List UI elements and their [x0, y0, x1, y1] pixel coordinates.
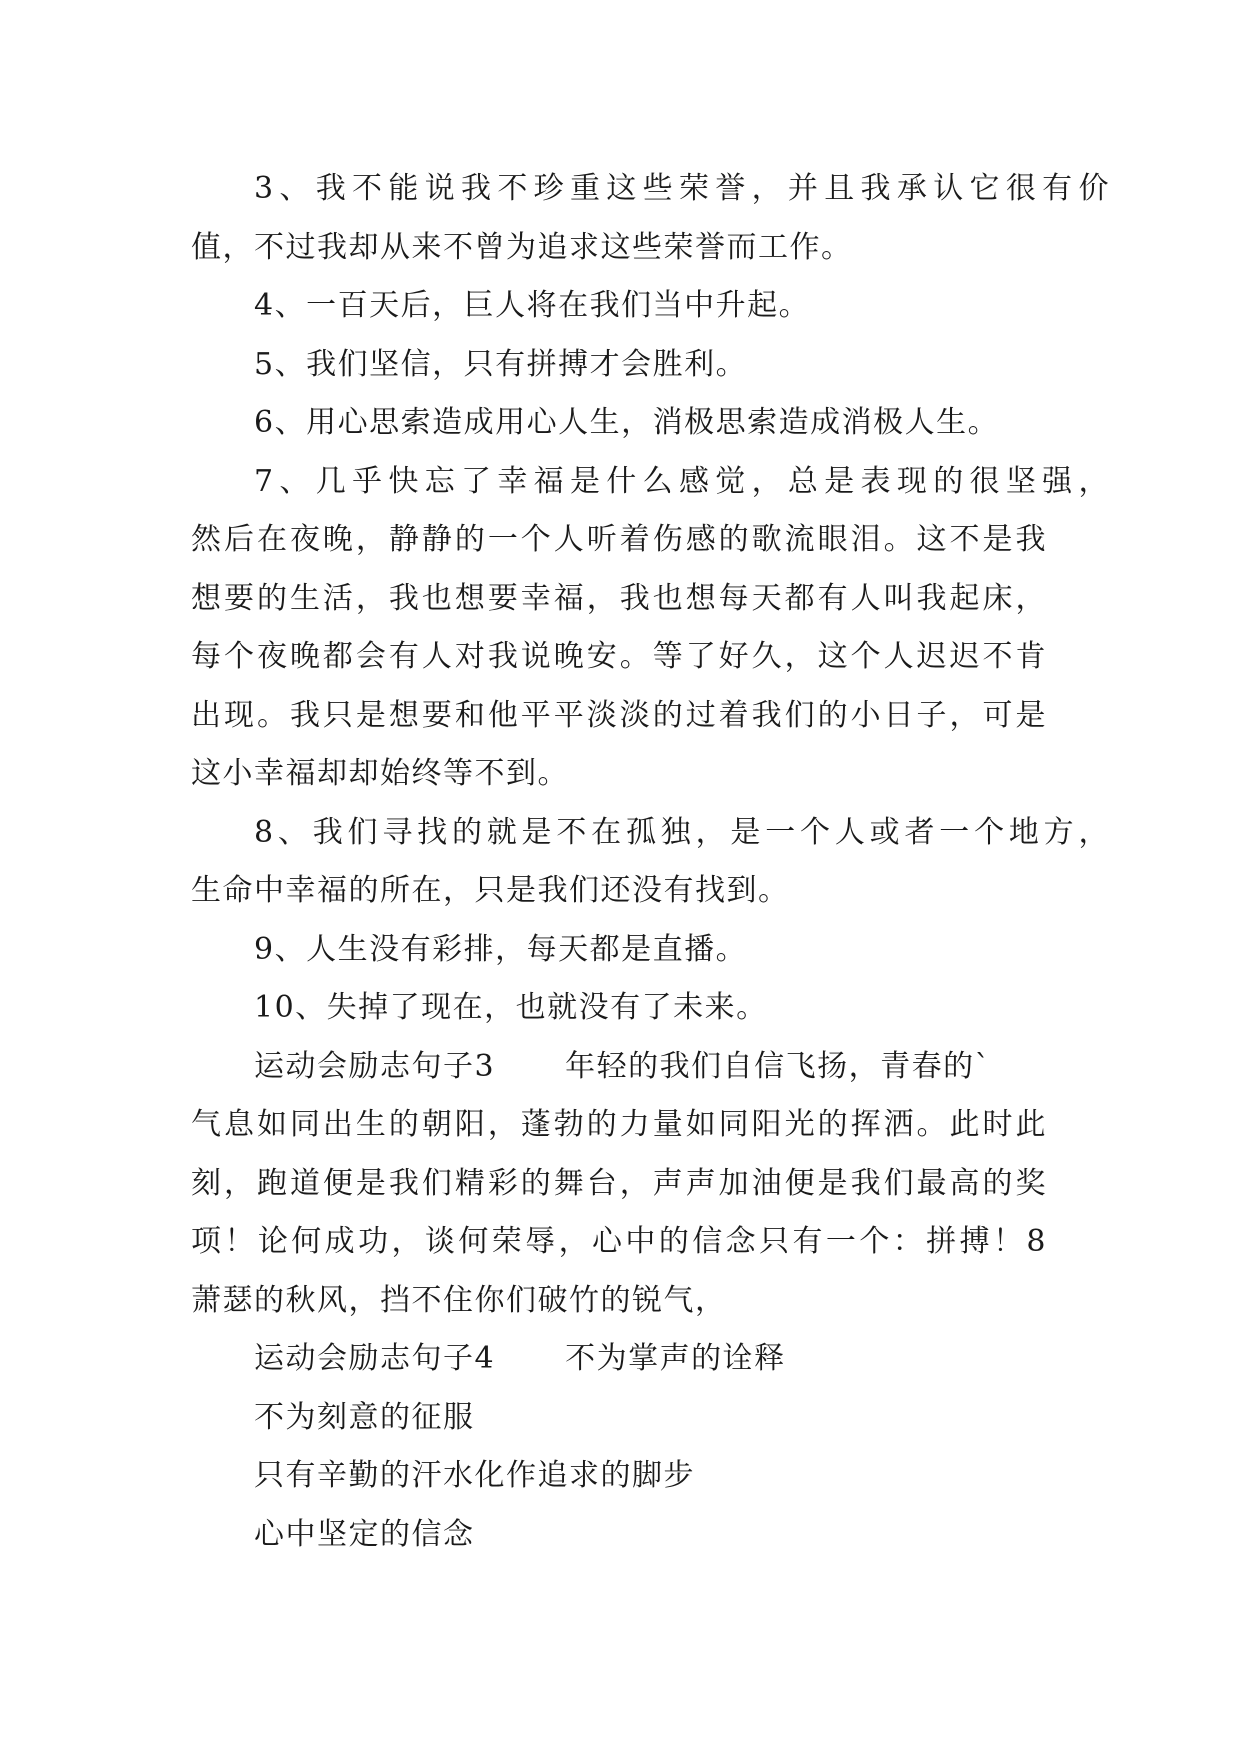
paragraph-line: 8、我们寻找的就是不在孤独，是一个人或者一个地方，	[254, 814, 1110, 850]
document-body	[191, 160, 1110, 1564]
paragraph-line: 6、用心思索造成用心人生，消极思索造成消极人生。	[254, 405, 1000, 440]
section-heading-line	[191, 1330, 1047, 1389]
poem-line: 只有辛勤的汗水化作追求的脚步	[254, 1458, 695, 1493]
paragraph-line: 10、失掉了现在，也就没有了未来。	[254, 990, 768, 1025]
section-text: 不为掌声的诠释	[565, 1341, 786, 1376]
paragraph-line: 3、我不能说我不珍重这些荣誉，并且我承认它很有价	[254, 171, 1110, 206]
paragraph-line: 项！论何成功，谈何荣辱，心中的信念只有一个：拼搏！8	[191, 1224, 1047, 1259]
paragraph-line: 想要的生活，我也想要幸福，我也想每天都有人叫我起床，	[191, 580, 1047, 616]
section-heading: 运动会励志句子4	[254, 1341, 496, 1376]
paragraph-line: 萧瑟的秋风，挡不住你们破竹的锐气，	[191, 1282, 727, 1318]
poem-line: 心中坚定的信念	[254, 1516, 475, 1552]
paragraph-line: 9、人生没有彩排，每天都是直播。	[254, 931, 748, 967]
paragraph-line: 5、我们坚信，只有拼搏才会胜利。	[254, 346, 748, 382]
section-heading-line	[191, 1038, 1047, 1097]
paragraph-line: 7、几乎快忘了幸福是什么感觉，总是表现的很坚强，	[254, 463, 1110, 499]
paragraph-line: 每个夜晚都会有人对我说晚安。等了好久，这个人迟迟不肯	[191, 639, 1047, 674]
section-text: 年轻的我们自信飞扬，青春的`	[565, 1048, 992, 1084]
paragraph-line: 生命中幸福的所在，只是我们还没有找到。	[191, 873, 790, 908]
paragraph-line: 出现。我只是想要和他平平淡淡的过着我们的小日子，可是	[191, 697, 1047, 733]
paragraph-line: 然后在夜晚，静静的一个人听着伤感的歌流眼泪。这不是我	[191, 522, 1047, 557]
paragraph-line: 4、一百天后，巨人将在我们当中升起。	[254, 288, 811, 323]
paragraph-line: 这小幸福却却始终等不到。	[191, 756, 569, 791]
paragraph-line: 刻，跑道便是我们精彩的舞台，声声加油便是我们最高的奖	[191, 1165, 1047, 1201]
poem-line: 不为刻意的征服	[254, 1399, 475, 1435]
paragraph-line: 值，不过我却从来不曾为追求这些荣誉而工作。	[191, 229, 853, 265]
section-heading: 运动会励志句子3	[254, 1048, 496, 1084]
paragraph-line: 气息如同出生的朝阳，蓬勃的力量如同阳光的挥洒。此时此	[191, 1107, 1047, 1142]
